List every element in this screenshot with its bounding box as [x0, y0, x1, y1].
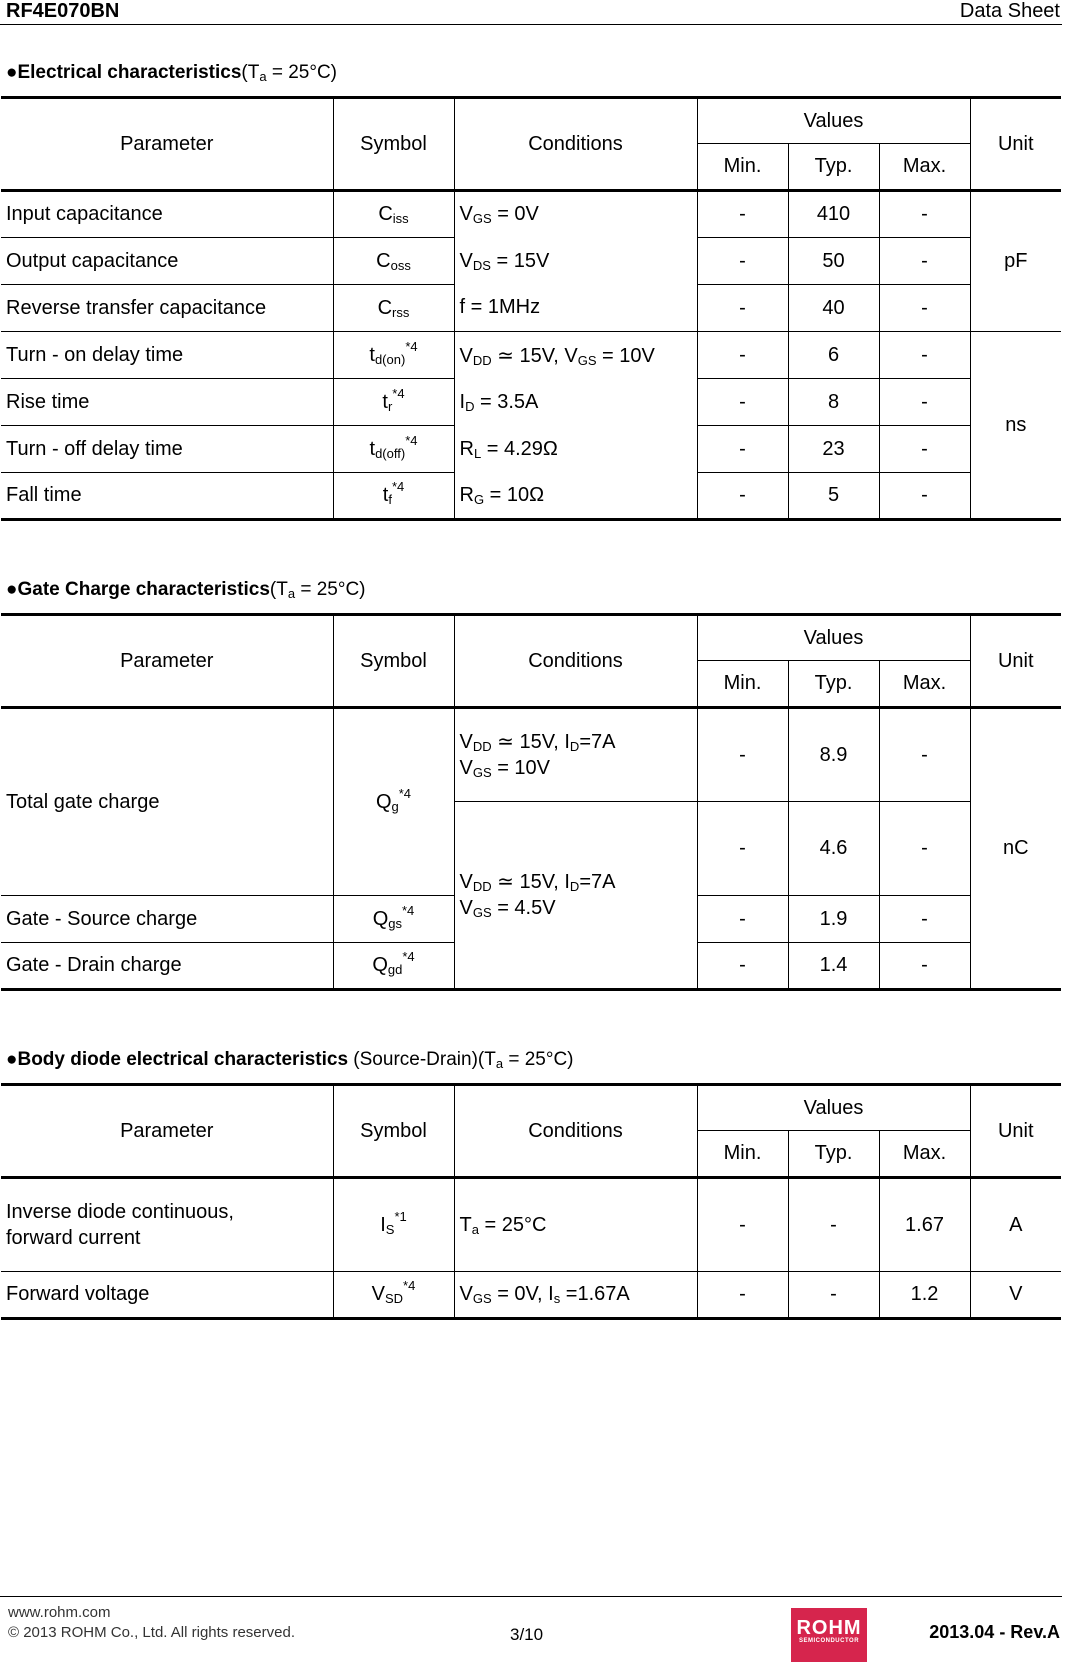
gate-section-title: ●Gate Charge $characteristics(T_a = 25^\circ C)$	[6, 579, 366, 601]
col-max: Max.	[879, 144, 970, 191]
bullet-icon: ●	[6, 579, 18, 600]
col-unit: Unit	[970, 615, 1061, 708]
part-number: RF4E070BN	[6, 0, 120, 22]
col-values: Values	[697, 1085, 970, 1131]
footer-copyright: © 2013 ROHM Co., Ltd. All rights reserved.	[8, 1624, 295, 1641]
footer-rule	[0, 1596, 1062, 1597]
table-row: $V_{DD}$ ≃ 15V, $I_D=7A$ $V_{GS} = 4.5V$ - 4.6 -	[1, 802, 1061, 896]
doc-type: Data Sheet	[959, 0, 1060, 22]
unit-ns: ns	[970, 332, 1061, 520]
table-row: Gate - Source charge $Q_{gs}^{*4}$ - 1.9 -	[1, 896, 1061, 943]
col-conditions: Conditions	[454, 615, 697, 708]
table-row: Forward voltage $V_{SD}^{*4}$ $V_{GS} = 0V$, $I_s =1.67A$ - - 1.2 V	[1, 1272, 1061, 1319]
col-unit: Unit	[970, 1085, 1061, 1178]
electrical-table	[1, 96, 1061, 521]
col-parameter: Parameter	[1, 98, 333, 191]
col-min: Min.	[697, 144, 788, 191]
bullet-icon: ●	[6, 62, 18, 83]
page-number: 3/10	[510, 1625, 544, 1644]
col-symbol: Symbol	[333, 98, 454, 191]
footer-website: www.rohm.com	[8, 1604, 111, 1621]
revision: 2013.04 - Rev.A	[929, 1622, 1060, 1642]
col-min: Min.	[697, 1131, 788, 1178]
col-max: Max.	[879, 661, 970, 708]
col-typ: Typ.	[788, 661, 879, 708]
col-parameter: Parameter	[1, 615, 333, 708]
table-row: Total gate charge $Q_g^{*4}$ $V_{DD}$ ≃ 15V, $I_D=7A$ $V_{GS} = 10V$ - 8.9 - nC	[1, 708, 1061, 802]
col-conditions: Conditions	[454, 98, 697, 191]
col-values: Values	[697, 615, 970, 661]
table-row: Input capacitance $C_{iss}$ $V_{GS} = 0V$ - 410 - pF	[1, 191, 1061, 238]
col-conditions: Conditions	[454, 1085, 697, 1178]
unit-pf: pF	[970, 191, 1061, 332]
table-row: Gate - Drain charge $Q_{gd}^{*4}$ - 1.4 -	[1, 943, 1061, 990]
table-row: Turn - off delay time $t_{d(off)}^{*4}$ $R_L = 4.29\Omega$ - 23 -	[1, 426, 1061, 473]
table-row: Reverse transfer capacitance $C_{rss}$ f = 1MHz - 40 -	[1, 285, 1061, 332]
col-symbol: Symbol	[333, 615, 454, 708]
body-diode-table	[1, 1083, 1061, 1320]
col-values: Values	[697, 98, 970, 144]
table-row: Turn - on delay time $t_{d(on)}^{*4}$ $V_{DD}$ ≃ 15V, $V_{GS} = 10V$ - 6 - ns	[1, 332, 1061, 379]
col-symbol: Symbol	[333, 1085, 454, 1178]
rohm-logo: ROHM SEMICONDUCTOR	[791, 1608, 867, 1662]
col-unit: Unit	[970, 98, 1061, 191]
unit-nc: nC	[970, 708, 1061, 990]
table-row: Fall time $t_f^{*4}$ $R_G = 10\Omega$ - 5 -	[1, 473, 1061, 520]
diode-section-title: ●Body diode electrical characteristics $(Source-Drain)(T_a = 25^\circ C)$	[6, 1049, 574, 1071]
col-typ: Typ.	[788, 144, 879, 191]
gate-charge-table	[1, 613, 1061, 991]
col-max: Max.	[879, 1131, 970, 1178]
table-row: Rise time $t_r^{*4}$ $I_D = 3.5A$ - 8 -	[1, 379, 1061, 426]
col-typ: Typ.	[788, 1131, 879, 1178]
header-rule	[0, 24, 1062, 25]
col-min: Min.	[697, 661, 788, 708]
table-row: Inverse diode continuous, forward current $I_S^{*1}$ $T_a = 25^\circ C$ - - 1.67 A	[1, 1178, 1061, 1272]
table-row: Output capacitance $C_{oss}$ $V_{DS} = 15V$ - 50 -	[1, 238, 1061, 285]
bullet-icon: ●	[6, 1049, 18, 1070]
electrical-section-title: ●Electrical $characteristics(T_a = 25^\circ C)$	[6, 62, 338, 84]
col-parameter: Parameter	[1, 1085, 333, 1178]
